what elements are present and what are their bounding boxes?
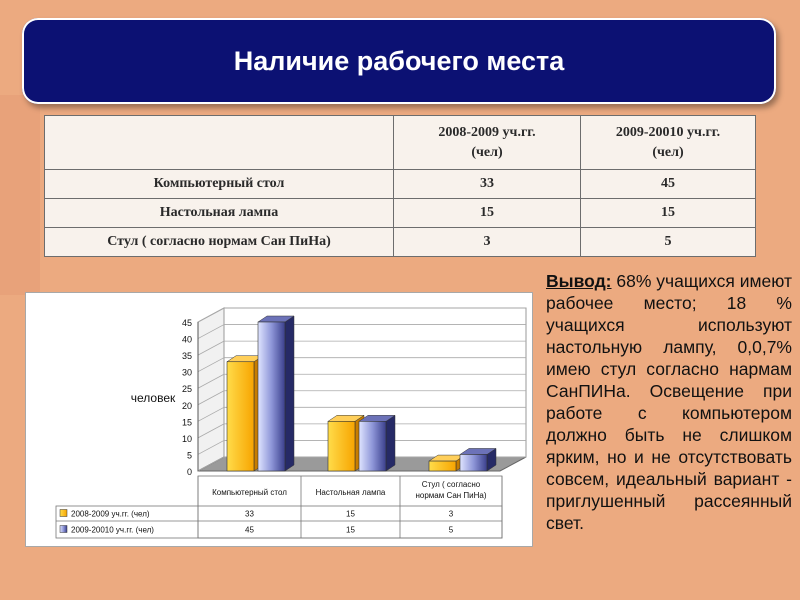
y-tick-label: 35 [181,351,192,362]
data-label: 5 [448,525,454,535]
table-cell: 15 [394,199,581,228]
y-tick-label: 30 [181,367,192,378]
table-header-cell [394,116,581,170]
y-tick-label: 15 [181,417,192,428]
data-label: 33 [245,509,254,519]
legend-label: 2009-20010 уч.гг. (чел) [71,525,154,535]
table-cell: Настольная лампа [45,199,394,228]
legend-key [60,510,67,517]
y-tick-label: 0 [186,467,192,477]
y-tick-label: 20 [181,400,192,411]
x-tick-label: Настольная лампа [315,488,386,497]
data-label: 15 [346,525,355,535]
bar [429,461,456,471]
bar [359,421,386,471]
y-axis-label: человек [130,391,176,405]
conclusion-text-block [546,270,792,600]
bar-side [285,316,294,471]
bar [227,362,254,471]
header-period-1-line-2: (чел) [471,144,503,160]
y-tick-label: 5 [186,450,192,461]
table-cell: Стул ( согласно нормам Сан ПиНа) [45,228,394,257]
data-label: 3 [448,509,454,519]
y-tick-label: 45 [181,318,192,328]
table-row [45,228,756,257]
bar-chart [26,293,532,546]
title-banner [22,18,776,104]
table-cell: 45 [581,170,756,199]
bar [460,454,487,471]
table-cell: Компьютерный стол [45,170,394,199]
conclusion-body: 68% учащихся имеют рабочее место; 18 % учащихся используют настольную лампу, 0,0,7% имею стул согласно нармам СанПИНа. Освещение при работе с компьютером должно быть не слишком ярким, но и не отсутствовать совсем, идеальный вариант - приглушенный рассеянный свет. [546,271,792,533]
table-cell: 33 [394,170,581,199]
legend-key [60,526,67,533]
table-header-row [45,116,756,170]
table-row [45,199,756,228]
bar-side [386,415,395,471]
page-title: Наличие рабочего места [233,45,565,76]
chart-side-wall [198,308,224,471]
header-period-2-line-1: 2009-20010 уч.гг. [615,124,721,140]
legend-label: 2008-2009 уч.гг. (чел) [71,509,150,519]
x-tick-label: Компьютерный стол [212,488,287,497]
data-label: 45 [245,525,254,535]
x-tick-label: Стул ( согласно [421,480,481,489]
y-tick-label: 10 [181,433,192,444]
header-period-2-line-2: (чел) [652,144,684,160]
y-tick-label: 25 [181,384,192,395]
table-header-cell [45,116,394,170]
data-table [44,115,756,257]
header-period-1-line-1: 2008-2009 уч.гг. [438,124,536,140]
x-tick-label: нормам Сан ПиНа) [415,491,487,500]
conclusion-heading: Вывод: [546,271,612,291]
table-row [45,170,756,199]
bar [258,322,285,471]
data-label: 15 [346,509,355,519]
table-cell: 15 [581,199,756,228]
y-tick-label: 40 [181,334,192,345]
chart-panel [25,292,533,547]
table-cell: 5 [581,228,756,257]
table-header-cell [581,116,756,170]
background-decoration [0,95,40,295]
table-cell: 3 [394,228,581,257]
bar [328,421,355,471]
